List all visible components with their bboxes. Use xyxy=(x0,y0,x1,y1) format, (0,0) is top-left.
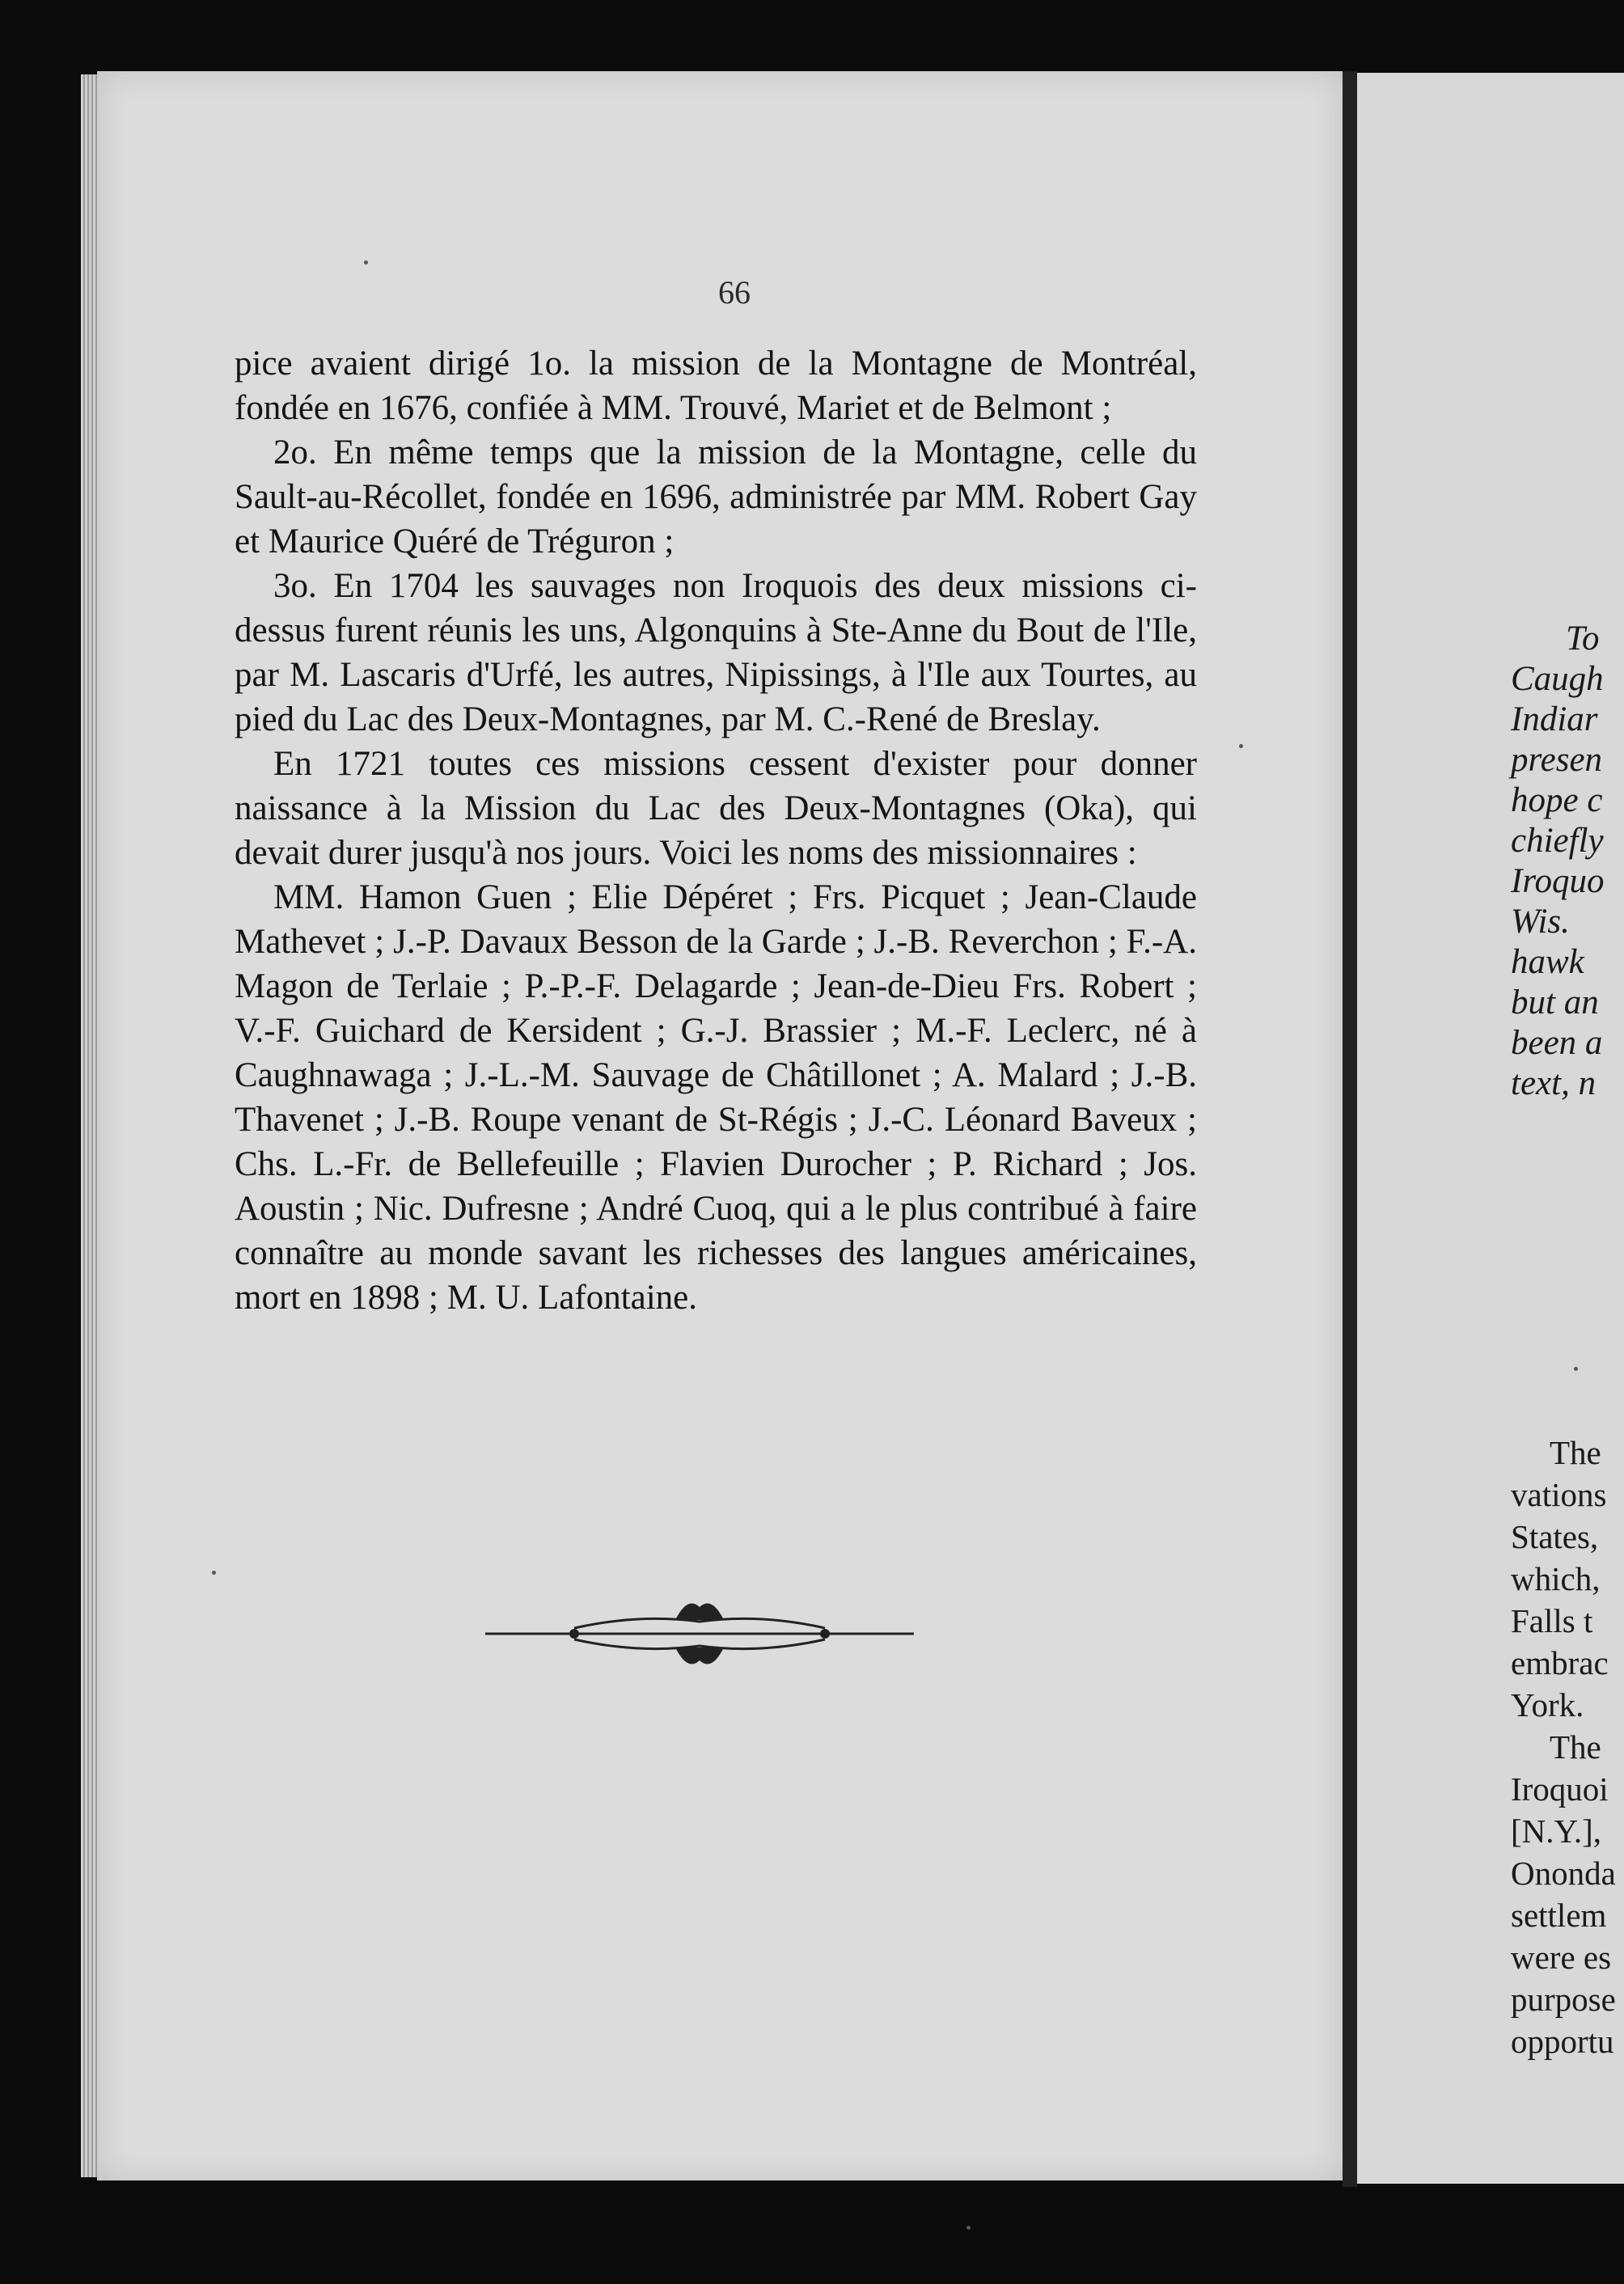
right-line: The xyxy=(1550,1728,1601,1766)
right-line: States, xyxy=(1511,1518,1599,1555)
speck xyxy=(364,260,368,264)
right-line: Iroquoi xyxy=(1511,1770,1609,1808)
right-line: vations xyxy=(1511,1476,1607,1513)
right-line: been a xyxy=(1511,1024,1603,1062)
right-line: Falls t xyxy=(1511,1602,1593,1639)
right-line: settlem xyxy=(1511,1897,1607,1934)
paragraph-1: pice avaient dirigé 1o. la mission de la Montagne de Montréal, fondée en 1676, confiée à MM. Trouvé, Mariet et de Belmont ; xyxy=(235,345,1197,427)
body-text xyxy=(235,341,1197,1320)
speck xyxy=(1239,744,1243,748)
right-page-italic-text xyxy=(1511,619,1624,1104)
speck xyxy=(212,1571,216,1575)
right-line: purpose xyxy=(1511,1981,1616,2018)
paragraph-5: MM. Hamon Guen ; Elie Dépéret ; Frs. Picquet ; Jean-Claude Mathevet ; J.-P. Davaux Besson de la Garde ; J.-B. Reverchon ; F.-A. Magon de Terlaie ; P.-P.-F. Delagarde ; Jean-de-Dieu Frs. Robert ; V.-F. Guichard de Kersident ; G.-J. Brassier ; M.-F. Leclerc, né à Caughnawaga ; J.-L.-M. Sauvage de Châtillonet ; A. Malard ; J.-B. Thavenet ; J.-B. Roupe venant de St-Régis ; J.-C. Léonard Baveux ; Chs. L.-Fr. de Bellefeuille ; Flavien Durocher ; P. Richard ; Jos. Aoustin ; Nic. Dufresne ; André Cuoq, qui a le plus contribué à faire connaître au monde savant les richesses des langues américaines, mort en 1898 ; M. U. Lafontaine. xyxy=(235,878,1197,1317)
right-line: hope c xyxy=(1511,781,1603,819)
right-line: which, xyxy=(1511,1560,1601,1597)
right-line: Indiar xyxy=(1511,700,1598,738)
right-line: but an xyxy=(1511,983,1599,1021)
right-line: Caugh xyxy=(1511,660,1604,698)
right-line: embrac xyxy=(1511,1644,1609,1681)
right-line: Ononda xyxy=(1511,1855,1616,1892)
paragraph-4: En 1721 toutes ces missions cessent d'exister pour donner naissance à la Mission du Lac des Deux-Montagnes (Oka), qui devait durer jusqu'à nos jours. Voici les noms des missionnaires : xyxy=(235,745,1197,872)
paragraph-2: 2o. En même temps que la mission de la Montagne, celle du Sault-au-Récollet, fondée en 1696, administrée par MM. Robert Gay et Maurice Quéré de Tréguron ; xyxy=(235,434,1197,560)
right-line: presen xyxy=(1511,741,1603,779)
right-line: hawk xyxy=(1511,943,1584,981)
right-line: York. xyxy=(1511,1686,1584,1724)
right-line: Iroquo xyxy=(1511,862,1605,900)
right-line: chiefly xyxy=(1511,822,1604,860)
right-line: Wis. xyxy=(1511,903,1570,941)
speck xyxy=(1574,1367,1578,1371)
paragraph-3: 3o. En 1704 les sauvages non Iroquois des deux missions ci-dessus furent réunis les uns, Algonquins à Ste-Anne du Bout de l'Ile, par M. Lascaris d'Urfé, les autres, Nipissings, à l'Ile aux Tourtes, au pied du Lac des Deux-Montagnes, par M. C.-René de Breslay. xyxy=(235,567,1197,738)
right-line: were es xyxy=(1511,1939,1612,1976)
right-line: text, n xyxy=(1511,1064,1597,1102)
right-line: To xyxy=(1566,620,1600,658)
speck xyxy=(966,2226,971,2230)
book-gutter xyxy=(1343,71,1357,2187)
right-page-body-text xyxy=(1511,1432,1624,2062)
right-line: opportu xyxy=(1511,2023,1614,2060)
page-number: 66 xyxy=(718,274,751,311)
right-line: [N.Y.], xyxy=(1511,1812,1601,1850)
ornament-divider xyxy=(485,1589,914,1678)
right-line: The xyxy=(1550,1434,1601,1471)
